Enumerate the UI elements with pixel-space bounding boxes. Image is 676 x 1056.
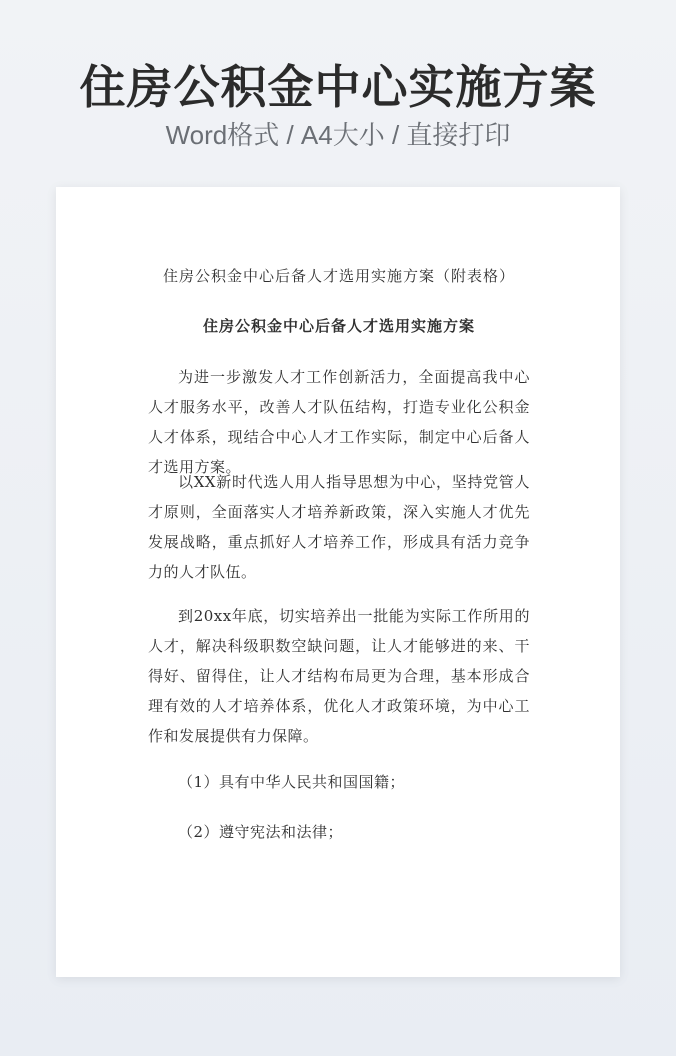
paragraph-goal: 到20xx年底，切实培养出一批能为实际工作所用的人才，解决科级职数空缺问题，让人才能够进的来、干得好、留得住，让人才结构布局更为合理，基本形成合理有效的人才培养体系，优化人才政策环境，为中心工作和发展提供有力保障。 [148,607,530,745]
list-item-law: （2）遵守宪法和法律； [178,823,344,841]
document-heading: 住房公积金中心后备人才选用实施方案（附表格） [162,267,515,285]
document-subheading: 住房公积金中心后备人才选用实施方案 [202,317,475,335]
banner-title: 住房公积金中心实施方案 [79,60,597,114]
paragraph-guiding-principle: 以XX新时代选人用人指导思想为中心，坚持党管人才原则，全面落实人才培养新政策，深入实施人才优先发展战略，重点抓好人才培养工作，形成具有活力竞争力的人才队伍。 [148,473,530,581]
banner-subtitle: Word格式 / A4大小 / 直接打印 [165,120,511,150]
paragraph-intro: 为进一步激发人才工作创新活力，全面提高我中心人才服务水平，改善人才队伍结构，打造专业化公积金人才体系，现结合中心人才工作实际，制定中心后备人才选用方案。 [148,368,530,476]
list-item-nationality: （1）具有中华人民共和国国籍； [178,773,406,791]
document-page [56,187,620,977]
